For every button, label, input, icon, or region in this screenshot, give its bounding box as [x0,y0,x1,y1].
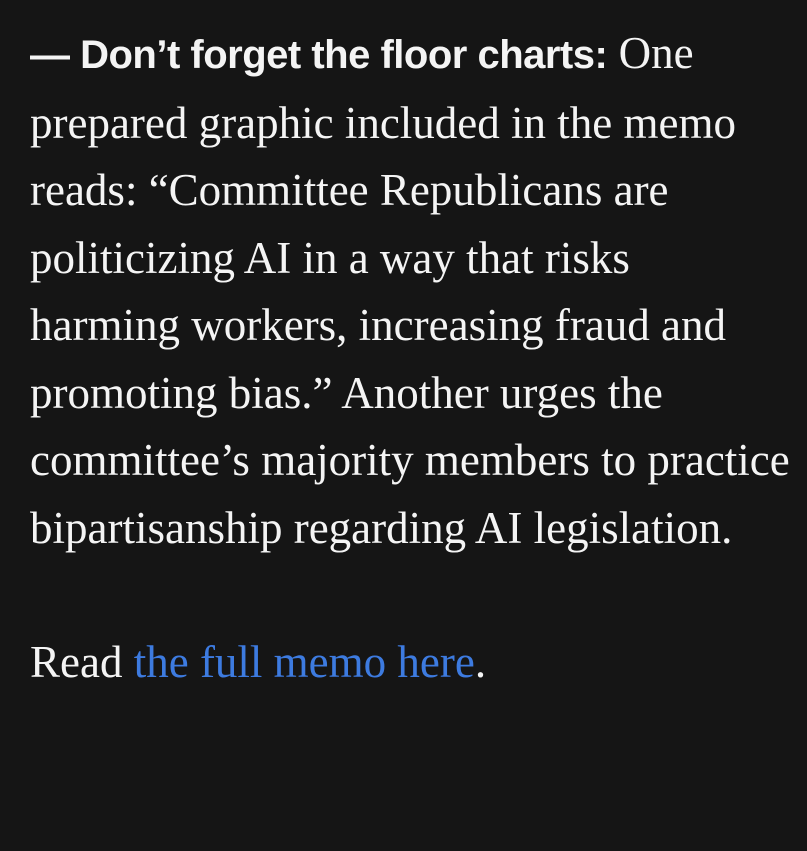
paragraph-text: One prepared graphic included in the memo reads: “Committee Republicans are politicizing AI in a way that risks harming workers, increasing fraud and promoting bias.” Another urges the committee’s majority members to practice bipartisanship regarding AI legislation. [30,28,790,553]
memo-paragraph [30,20,790,562]
read-more-paragraph [30,629,790,697]
section-lead: — Don’t forget the floor charts: [30,33,608,77]
read-prefix: Read [30,637,134,687]
read-suffix: . [474,637,487,687]
full-memo-link[interactable]: the full memo here [133,637,475,687]
article-body [30,20,790,697]
